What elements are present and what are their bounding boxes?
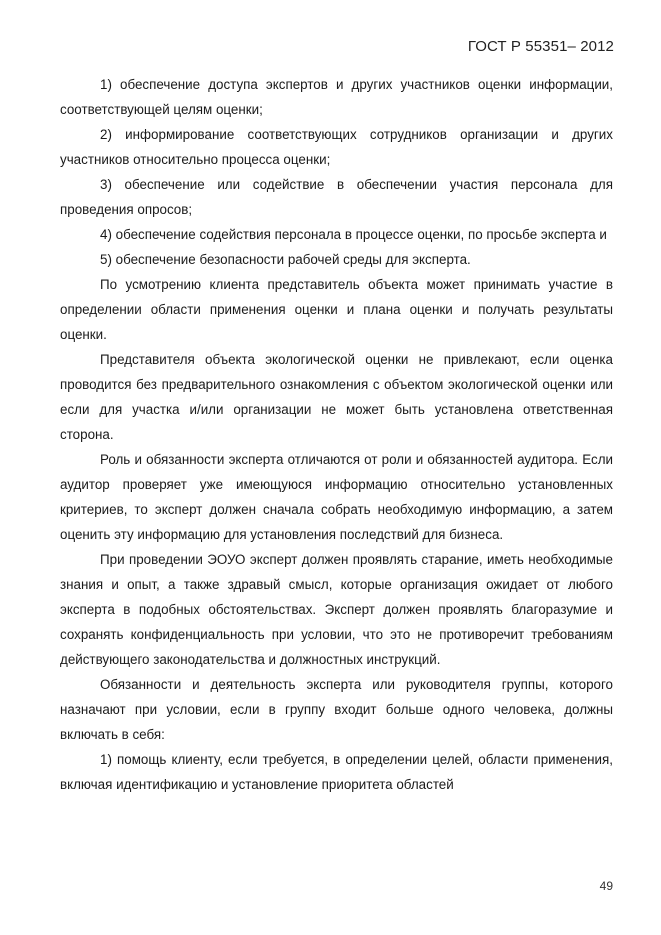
list-item-safety: 5) обеспечение безопасности рабочей среды для эксперта. (100, 252, 471, 267)
paragraph-representative: Представителя объекта экологической оценки не привлекают, если оценка проводится без предварительного ознакомления с объектом экологической оценки или если для участка и/или организации не может быть установлена ответственная сторона. (60, 352, 613, 442)
document-body (60, 72, 613, 797)
list-item-assistance: 4) обеспечение содействия персонала в процессе оценки, по просьбе эксперта и (100, 227, 607, 242)
paragraph-diligence: При проведении ЭОУО эксперт должен проявлять старание, иметь необходимые знания и опыт, а также здравый смысл, которые организация ожидает от любого эксперта в подобных обстоятельствах. Эксперт должен проявлять благоразумие и сохранять конфиденциальность при условии, что это не противоречит требованиям действующего законодательства и должностных инструкций. (60, 552, 613, 667)
paragraph-role-duties: Роль и обязанности эксперта отличаются от роли и обязанностей аудитора. Если аудитор проверяет уже имеющуюся информацию относительно установленных критериев, то эксперт должен сначала собрать необходимую информацию, а затем оценить эту информацию для установления последствий для бизнеса. (60, 452, 613, 542)
paragraph-team-leader: Обязанности и деятельность эксперта или руководителя группы, которого назначают при условии, если в группу входит больше одного человека, должны включать в себя: (60, 677, 613, 742)
page-number: 49 (599, 879, 613, 893)
list-item-access: 1) обеспечение доступа экспертов и других участников оценки информации, соответствующей целям оценки; (60, 77, 613, 117)
paragraph-client-discretion: По усмотрению клиента представитель объекта может принимать участие в определении области применения оценки и плана оценки и получать результаты оценки. (60, 277, 613, 342)
list-item-interviews: 3) обеспечение или содействие в обеспечении участия персонала для проведения опросов; (60, 177, 613, 217)
list-item-informing: 2) информирование соответствующих сотрудников организации и других участников относительно процесса оценки; (60, 127, 613, 167)
list-item-client-help: 1) помощь клиенту, если требуется, в определении целей, области применения, включая идентификацию и установление приоритета областей (60, 752, 613, 792)
document-header: ГОСТ Р 55351– 2012 (467, 38, 614, 55)
